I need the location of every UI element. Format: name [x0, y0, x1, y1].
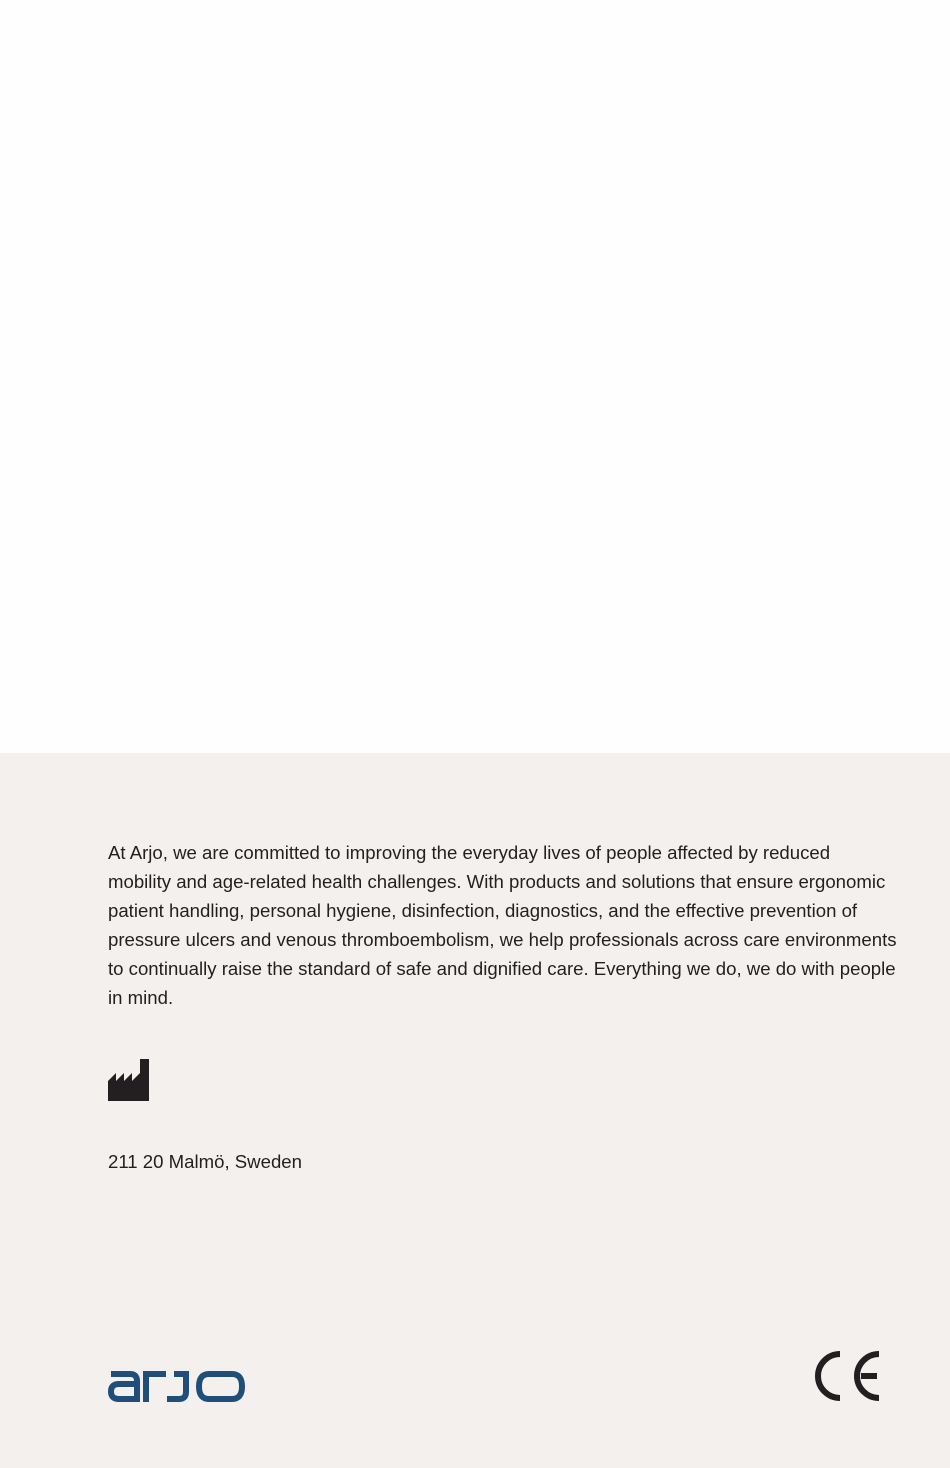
mission-statement: At Arjo, we are committed to improving the everyday lives of people affected by reduced mobility and age-related health challenges. With products and solutions that ensure ergonomic patient handling, personal hygiene, disinfection, diagnostics, and the effective prevention of pressure ulcers and venous thromboembolism, we help professionals across care environments to continually raise the standard of safe and dignified care. Everything we do, we do with people in mind. — [108, 842, 897, 1008]
ce-mark — [810, 1350, 882, 1402]
manufacturer-address: 211 20 Malmö, Sweden — [108, 1151, 302, 1172]
factory-icon — [108, 1059, 150, 1101]
arjo-logo — [108, 1366, 246, 1402]
